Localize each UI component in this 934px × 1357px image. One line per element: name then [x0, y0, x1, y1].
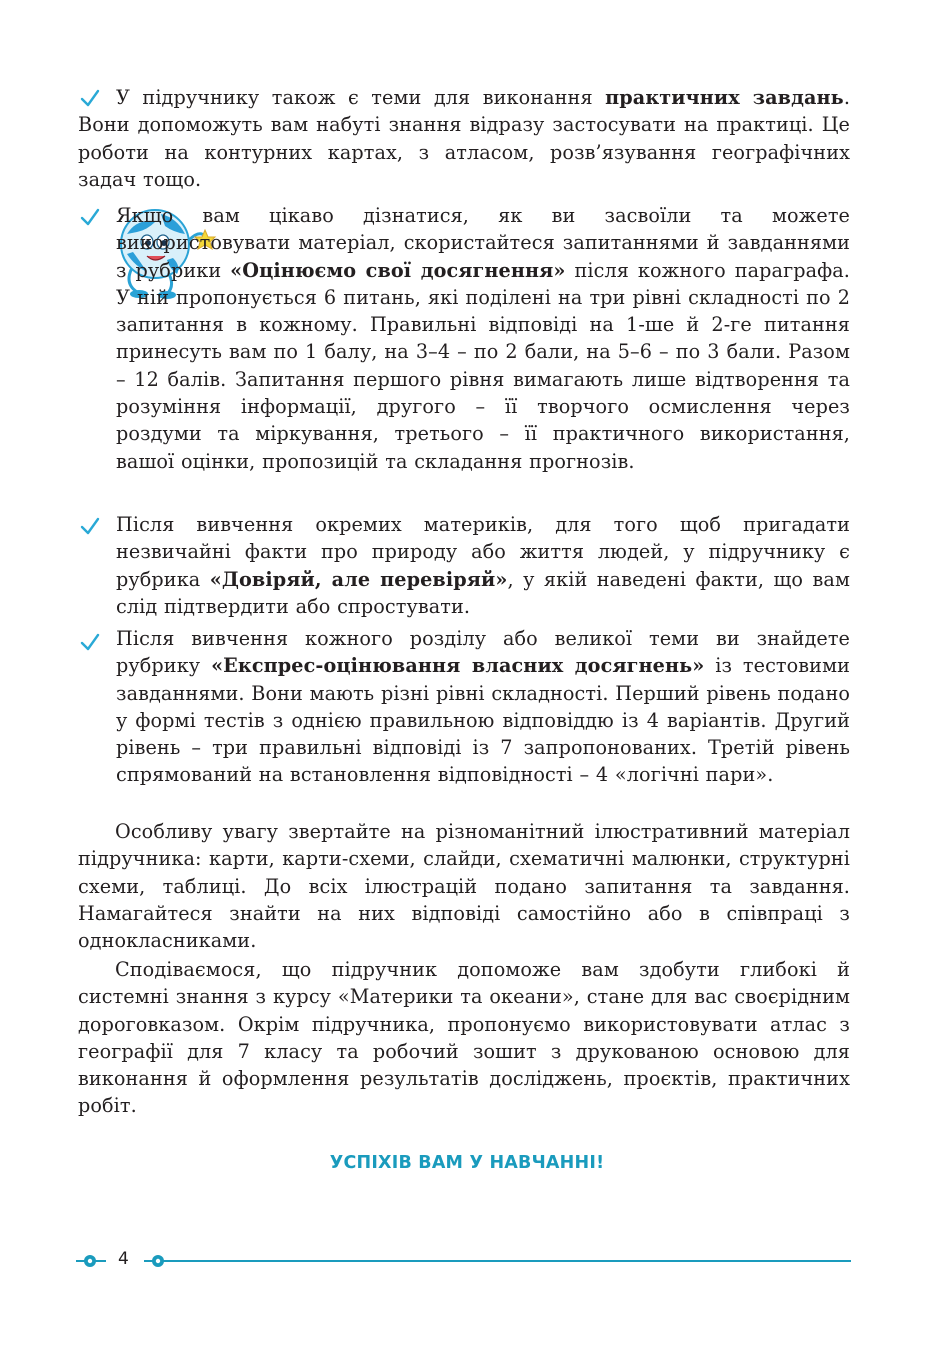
checkmark-icon — [80, 207, 100, 227]
term-trust-but-verify: «Довіряй, але перевіряй» — [209, 567, 508, 591]
page-footer — [76, 1247, 851, 1275]
page-number: 4 — [118, 1249, 129, 1269]
term-assess-achievements: «Оцінюємо свої досягнення» — [230, 258, 566, 282]
bullet-assess-achievements: Якщо вам цікаво дізнатися, як ви засвоїли та можете використовувати матеріал, скористайтеся запитаннями й завданнями з рубрики «Оцінюємо свої досягнення» після кожного параграфа. У ній пропонується 6 питань, які поділені на три рівні складності по 2 запитання в кожному. Правильні відповіді на 1-ше й 2-ге питання принесуть вам по 1 балу, на 3–4 – по 2 бали, на 5–6 – по 3 бали. Разом – 12 балів. Запитання першого рівня вимагають лише відтворення та розуміння інформації, другого – її творчого осмислення через роздуми та міркування, третього – її практичного використання, вашої оцінки, пропозицій та складання прогнозів. — [116, 204, 850, 473]
paragraph-closing-remarks: Сподіваємося, що підручник допоможе вам здобути глибокі й системні знання з курсу «Материки та океани», стане для вас своєрідним дороговказом. Окрім підручника, пропонуємо використовувати атлас з географії для 7 класу та робочий зошит з друкованою основою для виконання й оформлення результатів досліджень, проєктів, практичних робіт. — [78, 958, 850, 1118]
closing-heading: УСПІХІВ ВАМ У НАВЧАННІ! — [329, 1153, 605, 1173]
term-express-assessment: «Експрес-оцінювання власних досягнень» — [211, 654, 705, 678]
checkmark-icon — [80, 516, 100, 536]
bullet-express-assessment: Після вивчення кожного розділу або великої теми ви знайдете рубрику «Експрес-оцінювання власних досягнень» із тестовими завданнями. Вони мають різні рівні складності. Перший рівень подано у формі тестів з однією правильною відповіддю із 4 варіантів. Другий рівень – три правильні відповіді із 7 запропонованих. Третій рівень спрямований на встановлення відповідності – 4 «логічні пари». — [116, 627, 850, 787]
bullet-trust-but-verify: Після вивчення окремих материків, для того щоб пригадати незвичайні факти про природу або життя людей, у підручнику є рубрика «Довіряй, але перевіряй», у якій наведені факти, що вам слід підтвердити або спростувати. — [116, 513, 850, 618]
paragraph-illustrations: Особливу увагу звертайте на різноманітний ілюстративний матеріал підручника: карти, карти-схеми, слайди, схематичні малюнки, структурні схеми, таблиці. До всіх ілюстрацій подано запитання та завдання. Намагайтеся знайти на них відповіді самостійно або в співпраці з однокласниками. — [78, 820, 850, 953]
term-practical-tasks: практичних завдань — [605, 86, 844, 109]
checkmark-icon — [80, 632, 100, 652]
bullet-practical-tasks: У підручнику також є теми для виконання практичних завдань. Вони допоможуть вам набуті знання відразу застосувати на практиці. Це роботи на контурних картах, з атласом, розв’язування географічних задач тощо. — [78, 86, 851, 191]
footer-rule-icon — [76, 1247, 851, 1275]
